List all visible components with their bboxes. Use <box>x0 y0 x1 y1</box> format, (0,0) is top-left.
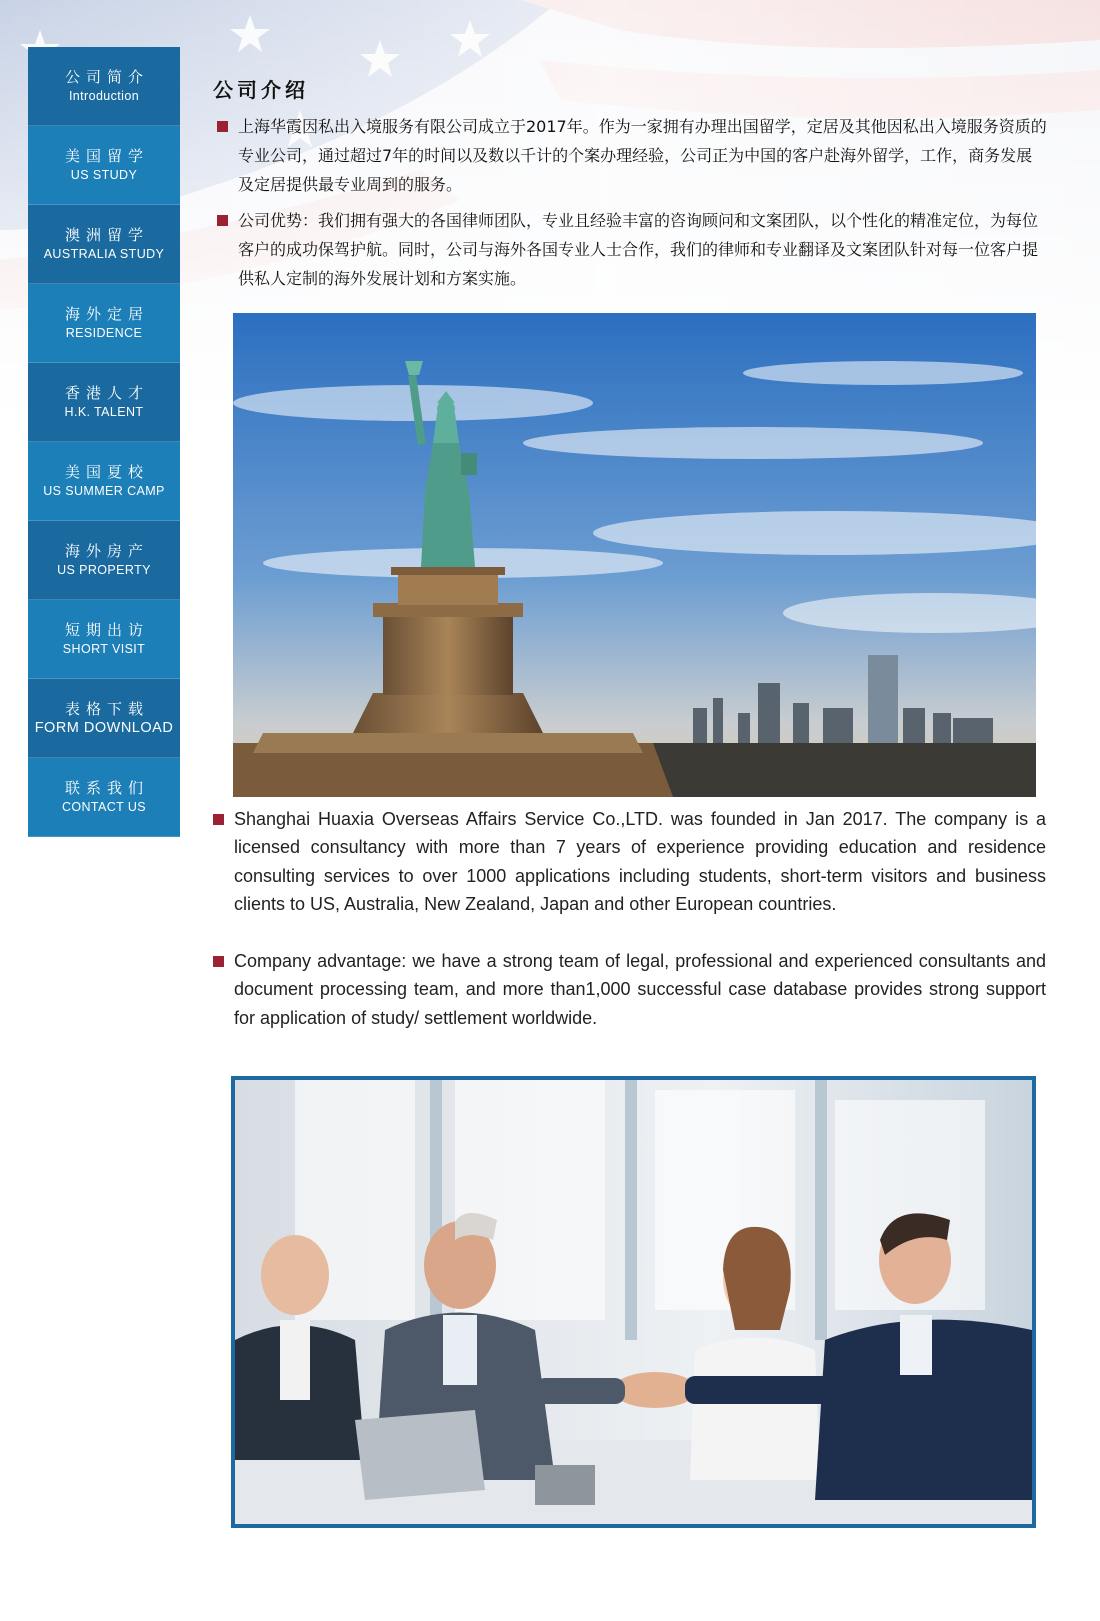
paragraph-text: Shanghai Huaxia Overseas Affairs Service Co.,LTD. was founded in Jan 2017. The company is a licensed consultancy with more than 7 years of experience providing education and residence consulting services to over 1000 applications including students, short-term visitors and business clients to US, Australia, New Zealand, Japan and other European countries. <box>234 809 1046 914</box>
bullet-square <box>213 956 224 967</box>
nav-us-summer-camp[interactable] <box>28 442 180 521</box>
nav-introduction[interactable] <box>28 47 180 126</box>
nav-label-cn: 表格下载 <box>64 700 149 718</box>
sidebar-nav <box>28 47 180 837</box>
nav-residence[interactable] <box>28 284 180 363</box>
nav-australia-study[interactable] <box>28 205 180 284</box>
nav-label-en: CONTACT US <box>61 800 147 814</box>
nav-hk-talent[interactable] <box>28 363 180 442</box>
nav-label-en: RESIDENCE <box>65 326 143 340</box>
nav-form-download[interactable] <box>28 679 180 758</box>
cn-paragraph-intro <box>213 112 1048 199</box>
nav-label-en: SHORT VISIT <box>62 642 146 656</box>
bullet-square <box>217 215 228 226</box>
nav-label-cn: 联系我们 <box>64 779 149 797</box>
bullet-square <box>217 121 228 132</box>
nav-label-en: US PROPERTY <box>57 563 151 577</box>
nav-label-en: FORM DOWNLOAD <box>34 720 174 736</box>
nav-label-cn: 香港人才 <box>64 384 149 402</box>
nav-label-en: US SUMMER CAMP <box>43 484 165 498</box>
bullet-square <box>213 814 224 825</box>
nav-label-cn: 公司简介 <box>64 68 149 86</box>
cn-paragraph-advantage <box>213 206 1048 293</box>
nav-label-en: Introduction <box>68 89 140 103</box>
nav-label-cn: 澳洲留学 <box>64 226 149 244</box>
nav-label-cn: 美国留学 <box>64 147 149 165</box>
nav-label-cn: 海外房产 <box>64 542 149 560</box>
nav-contact-us[interactable] <box>28 758 180 837</box>
nav-label-cn: 美国夏校 <box>64 463 149 481</box>
nav-us-property[interactable] <box>28 521 180 600</box>
paragraph-text: 上海华霞因私出入境服务有限公司成立于2017年。作为一家拥有办理出国留学，定居及其他因私出入境服务资质的专业公司，通过超过7年的时间以及数以千计的个案办理经验，公司正为中国的客户赴海外留学，工作，商务发展及定居提供最专业周到的服务。 <box>238 117 1047 194</box>
nav-short-visit[interactable] <box>28 600 180 679</box>
nav-label-en: US STUDY <box>70 168 138 182</box>
nav-us-study[interactable] <box>28 126 180 205</box>
page-title: 公司介绍 <box>213 78 309 102</box>
en-paragraph-advantage <box>209 947 1046 1032</box>
nav-label-cn: 短期出访 <box>64 621 149 639</box>
paragraph-text: 公司优势：我们拥有强大的各国律师团队，专业且经验丰富的咨询顾问和文案团队，以个性化的精准定位，为每位客户的成功保驾护航。同时，公司与海外各国专业人士合作，我们的律师和专业翻译及文案团队针对每一位客户提供私人定制的海外发展计划和方案实施。 <box>238 211 1039 288</box>
nav-label-cn: 海外定居 <box>64 305 149 323</box>
business-meeting-photo <box>231 1076 1036 1528</box>
statue-of-liberty-photo <box>233 313 1036 797</box>
nav-label-en: H.K. TALENT <box>64 405 144 419</box>
paragraph-text: Company advantage: we have a strong team of legal, professional and experienced consultants and document processing team, and more than1,000 successful case database provides strong support for application of study/ settlement worldwide. <box>234 951 1046 1028</box>
en-paragraph-intro <box>209 805 1046 918</box>
nav-label-en: AUSTRALIA STUDY <box>43 247 165 261</box>
